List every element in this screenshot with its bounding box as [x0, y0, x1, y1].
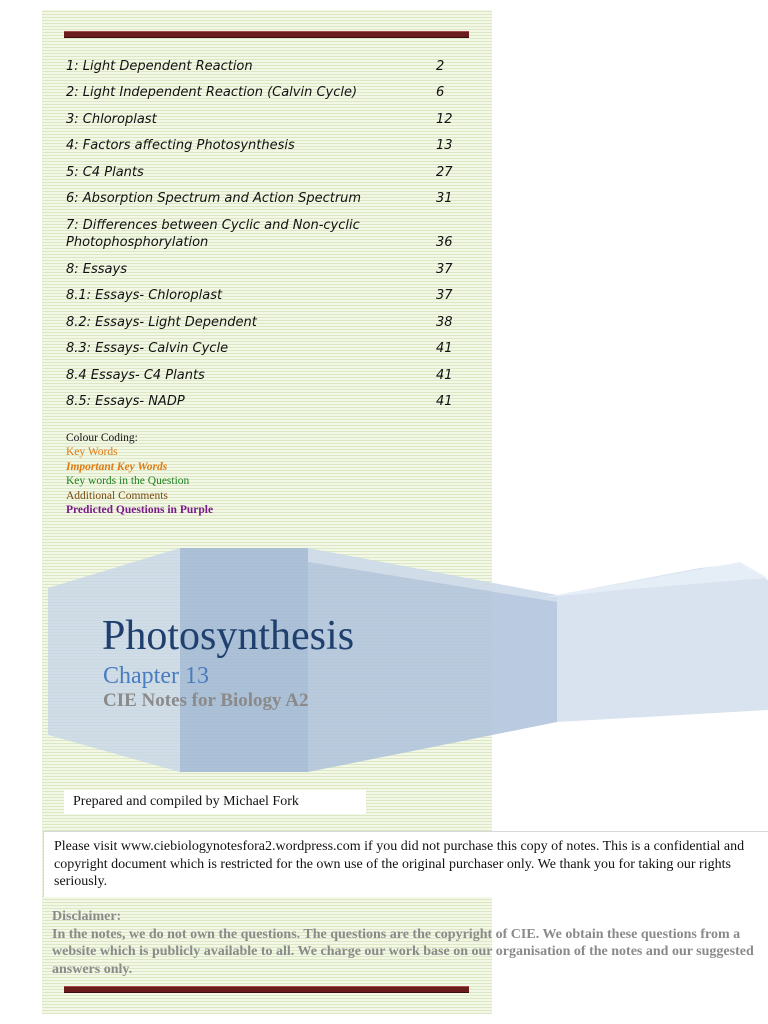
toc-item[interactable]	[66, 207, 466, 251]
toc-item-title: 8.1: Essays- Chloroplast	[66, 288, 223, 303]
toc-item-title: 1: Light Dependent Reaction	[66, 58, 253, 74]
toc-item-page: 6	[436, 85, 445, 100]
toc-item-title: 8.5: Essays- NADP	[66, 394, 185, 409]
toc-item-page: 41	[436, 367, 453, 383]
toc-item-page: 38	[436, 314, 453, 330]
toc-item[interactable]	[66, 75, 466, 102]
toc-item[interactable]	[66, 101, 466, 128]
top-divider	[64, 31, 469, 38]
toc-item-page: 12	[436, 111, 453, 127]
prepared-by-box: Prepared and compiled by Michael Fork	[64, 790, 366, 814]
toc-item-title: 5: C4 Plants	[66, 164, 144, 180]
copyright-notice: Please visit www.ciebiologynotesfora2.wordpress.com if you did not purchase this copy of notes. This is a confidential and copyright document which is restricted for the own use of the original purchaser only. We thank you for taking our rights seriously.	[43, 831, 768, 897]
disclaimer-text: In the notes, we do not own the questions. The questions are the copyright of CIE. We obtain these questions from a website which is publicly available to all. We charge our work base on our organisation of the notes and our suggested answers only.	[52, 926, 754, 977]
toc-item[interactable]	[66, 278, 466, 305]
toc-item-title: 3: Chloroplast	[66, 111, 157, 127]
toc-item[interactable]	[66, 181, 466, 208]
disclaimer-heading: Disclaimer:	[52, 909, 122, 924]
toc-item-page: 27	[436, 164, 453, 180]
legend-key-words: Key Words	[66, 446, 118, 459]
toc-item-title: 4: Factors affecting Photosynthesis	[66, 138, 295, 153]
toc-item[interactable]	[66, 384, 466, 411]
disclaimer-block	[52, 908, 768, 978]
toc-item-page: 13	[436, 138, 453, 153]
toc-item-title: 8.4 Essays- C4 Plants	[66, 367, 205, 383]
document-title: Photosynthesis	[102, 613, 355, 659]
toc-item[interactable]	[66, 128, 466, 155]
table-of-contents	[66, 48, 466, 410]
bottom-divider	[64, 986, 469, 993]
toc-item-page: 41	[436, 394, 453, 409]
document-subtitle: CIE Notes for Biology A2	[103, 690, 309, 711]
toc-item-page: 2	[436, 58, 445, 74]
toc-item-title: 6: Absorption Spectrum and Action Spectrum	[66, 191, 362, 206]
toc-item-title: 8.3: Essays- Calvin Cycle	[66, 341, 229, 356]
colour-coding-title: Colour Coding:	[66, 432, 138, 444]
toc-item[interactable]	[66, 304, 466, 331]
toc-item[interactable]	[66, 154, 466, 181]
decorative-ribbon-graphic	[0, 540, 768, 780]
toc-item-title: 8: Essays	[66, 261, 127, 277]
toc-item[interactable]	[66, 48, 466, 75]
toc-item-page: 36	[436, 235, 453, 250]
colour-coding-legend	[66, 431, 213, 517]
toc-item-title: 2: Light Independent Reaction (Calvin Cycle)	[66, 85, 358, 100]
toc-item[interactable]	[66, 357, 466, 384]
toc-item[interactable]	[66, 251, 466, 278]
toc-item-page: 41	[436, 341, 453, 356]
legend-important-key-words: Important Key Words	[66, 460, 168, 473]
toc-item-page: 31	[436, 191, 453, 206]
toc-item[interactable]	[66, 331, 466, 358]
toc-item-page: 37	[436, 288, 453, 303]
chapter-label: Chapter 13	[103, 663, 209, 689]
toc-item-page: 37	[436, 261, 453, 277]
toc-item-title: 7: Differences between Cyclic and Non-cyclic Photophosphorylation	[66, 218, 360, 250]
legend-additional-comments: Additional Comments	[66, 489, 168, 502]
toc-item-title: 8.2: Essays- Light Dependent	[66, 314, 257, 330]
legend-key-words-question: Key words in the Question	[66, 475, 190, 488]
legend-predicted-questions: Predicted Questions in Purple	[66, 504, 214, 517]
